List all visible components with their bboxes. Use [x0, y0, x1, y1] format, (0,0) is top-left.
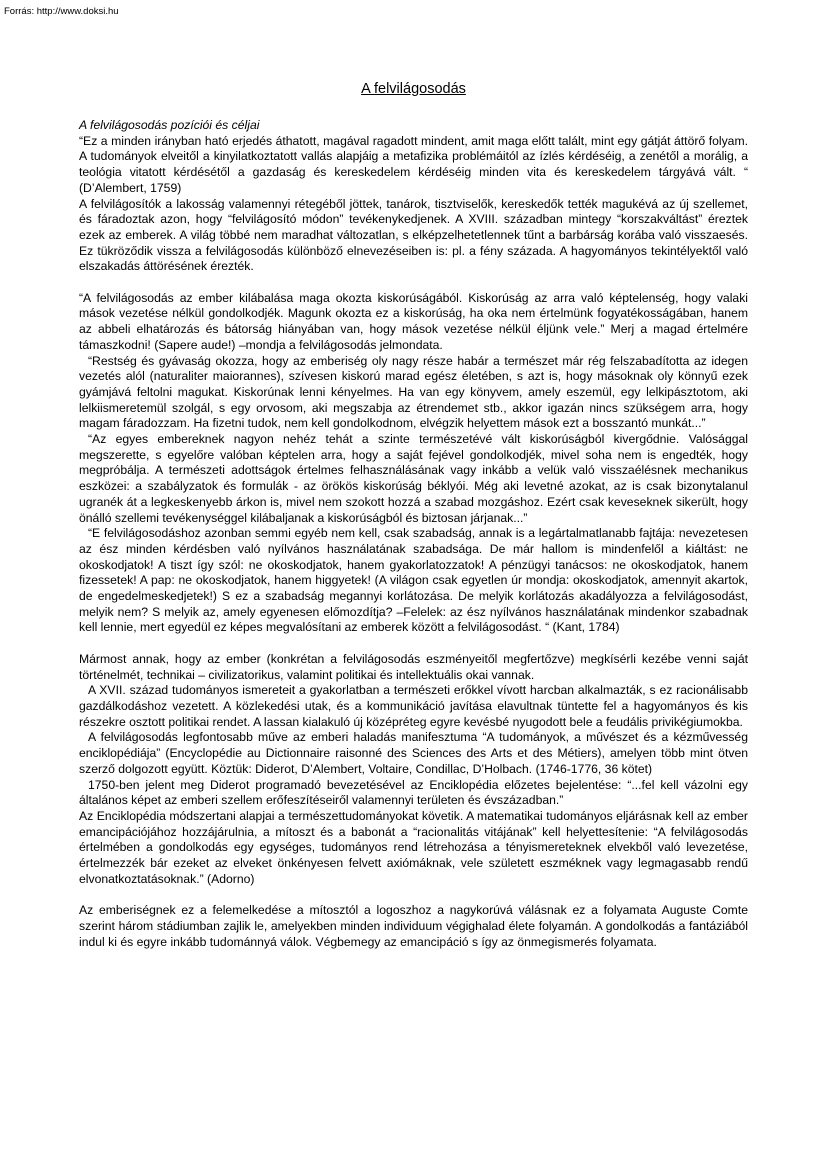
paragraph-enlighteners: A felvilágosítók a lakosság valamennyi rétegéből jöttek, tanárok, tisztviselők, kereskedők tették magukévá az új szellemet, és fáradoztak azon, hogy “felvilágosító módon” tevékenykedjenek. A XVIII. században mintegy “korszakváltást” éreztek ezek az emberek. A világ többé nem maradhat változatlan, s elképzelhetetlennek tűnt a barbárság korába való visszaesés. Ez tükröződik vissza a felvilágosodás különböző elnevezéseiben is: pl. a fény százada. A hagyományos tekintélyektől való elszakadás áttörésének érezték.: [79, 196, 748, 274]
paragraph-xvii-century: A XVII. század tudományos ismereteit a gyakorlatban a természeti erőkkel vívott harcban alkalmazták, s ez racionálisabb gazdálkodáshoz vezetett. A közlekedési utak, és a kommunikáció javítása elavultnak tüntette fel a hagyományos és kis részekre osztott politikai rendet. A lassan kialakuló új középréteg egyre kevésbé nyugodott bele a feudális privikégiumokba.: [79, 683, 748, 729]
source-url-header: Forrás: http://www.doksi.hu: [4, 6, 119, 17]
paragraph-diderot: 1750-ben jelent meg Diderot programadó bevezetésével az Enciklopédia előzetes bejelentése: “...fel kell vázolni egy általános képet az emberi szellem erőfeszítéseiről valamennyi területen és évszázadban.”: [79, 777, 748, 808]
quote-kant-laziness: “Restség és gyávaság okozza, hogy az emberiség oly nagy része habár a természet már rég felszabadította az idegen vezetés alól (naturaliter maiorannes), szívesen kiskorú marad egész életében, s azt is, hogy másoknak oly könnyű ezek gyámjává feltolni magukat. Kiskorúnak lenni kényelmes. Ha van egy könyvem, amely eszemül, egy lelkipásztotom, aki lelkiismeretemül szolgál, s egy orvosom, aki megszabja az étrendemet stb., akkor igazán nincs szükségem arra, hogy magam fáradozzam. Ha fizetni tudok, nem kell gondolkodnom, elvégzik helyettem mások ezt a bosszantó munkát...”: [79, 353, 748, 431]
document-title: A felvilágosodás: [361, 81, 466, 97]
quote-kant-individuals: “Az egyes embereknek nagyon nehéz tehát a szinte természetévé vált kiskorúságból kivergődnie. Valósággal megszerette, s egyelőre valóban képtelen arra, hogy a saját fejével gondolkodjék, mivel soha nem is engedték, hogy megpróbálja. A természeti adottságok értelmes felhasználásának vagy inkább a velük való visszaélésnek mechanikus eszközei: a szabályzatok és formulák - az örökös kiskorúság béklyói. Még aki levetné azokat, az is csak bizonytalanul ugranék át a legkeskenyebb árkon is, mivel nem szokott hozzá a szabad mozgáshoz. Ezért csak keveseknek sikerült, hogy önálló szellemi tevékenységgel kilábaljanak a kiskorúságból és biztosan járjanak...”: [79, 432, 748, 525]
paragraph-history: Mármost annak, hogy az ember (konkrétan a felvilágosodás eszményeitől megfertőzve) megkísérli kezébe venni saját történelmét, technikai – civilizatorikus, valamint politikai és intellektuális okai vannak.: [79, 651, 748, 682]
paragraph-methodology: Az Enciklopédia módszertani alapjai a természettudományokat követik. A matematikai tudományos eljárásnak kell az ember emancipációjához hozzájárulnia, a mítoszt és a babonát a “racionalitás vitájának” kell helyettesítenie: “A felvilágosodás értelmében a gondolkodás egy egységes, tudományos rend létrehozása a tényismereteknek elvekből való levezetése, értelmezzék bár ezeket az elveket önkényesen felvett axiómáknak, vele született eszméknek vagy legmagasabb rendű elvonatkoztatásoknak.” (Adorno): [79, 808, 748, 886]
paragraph-comte: Az emberiségnek ez a felemelkedése a mítosztól a logoszhoz a nagykorúvá válásnak ez a folyamata Auguste Comte szerint három stádiumban zajlik le, amelyekben minden individuum végighalad élete folyamán. A gondolkodás a fantáziából indul ki és egyre inkább tudománnyá válok. Végbemegy az emancipáció s így az önmegismerés folyamata.: [79, 903, 748, 949]
quote-kant-definition: “A felvilágosodás az ember kilábalása maga okozta kiskorúságából. Kiskorúság az arra való képtelenség, hogy valaki mások vezetése nélkül gondolkodjék. Magunk okozta ez a kiskorúság, ha oka nem értelmünk fogyatékosságában, hanem az abbeli elhatározás és bátorság hiányában van, hogy mások vezetése nélkül éljünk vele.” Merj a magad értelmére támaszkodni! (Sapere aude!) –mondja a felvilágosodás jelmondata.: [79, 290, 748, 352]
section-subheading: A felvilágosodás pozíciói és céljai: [79, 118, 260, 132]
paragraph-encyclopedia: A felvilágosodás legfontosabb műve az emberi haladás manifesztuma “A tudományok, a művészet és a kézművesség enciklopédiája” (Encyclopédie au Dictionnaire raisonné des Sciences des Arts et des Métiers), amelyen több mint ötven szerző dolgozott együtt. Köztük: Diderot, D’Alembert, Voltaire, Condillac, D’Holbach. (1746-1776, 36 kötet): [79, 730, 748, 776]
document-body: [79, 118, 748, 950]
quote-dalembert: “Ez a minden irányban ható erjedés áthatott, magával ragadott mindent, amit maga előtt talált, mint egy gátját áttörő folyam. A tudományok elveitől a kinyilatkoztatott vallás alapjáig a metafizika problémáitól az ízlés kérdéséig, a zenétől a morálig, a teológia vitatott kérdésétől a gazdaság és kereskedelem kérdéséig minden vita és kereskedelem tárgyává vált. “ (D’Alembert, 1759): [79, 133, 748, 195]
quote-kant-freedom: “E felvilágosodáshoz azonban semmi egyéb nem kell, csak szabadság, annak is a legártalmatlanabb fajtája: nevezetesen az ész minden kérdésben való nyílvános használatának szabadsága. De már hallom is mindenfelől a kiáltást: ne okoskodjatok! A tiszt így szól: ne okoskodjatok, hanem gyakorlatozzatok! A pénzügyi tanácsos: ne okoskodjatok, hanem fizessetek! A pap: ne okoskodjatok, hanem higgyetek! (A világon csak egyetlen úr mondja: okoskodjatok, amennyit akartok, de engedelmeskedjetek!) S ez a szabadság megannyi korlátozása. De melyik korlátozás akadályozza a felvilágosodást, melyik nem? S melyik az, amely egyenesen előmozdítja? –Felelek: az ész nyílvános használatának mindenkor szabadnak kell lennie, mert egyedül ez képes megvalósítani az emberek között a felvilágosodást. “ (Kant, 1784): [79, 526, 748, 635]
